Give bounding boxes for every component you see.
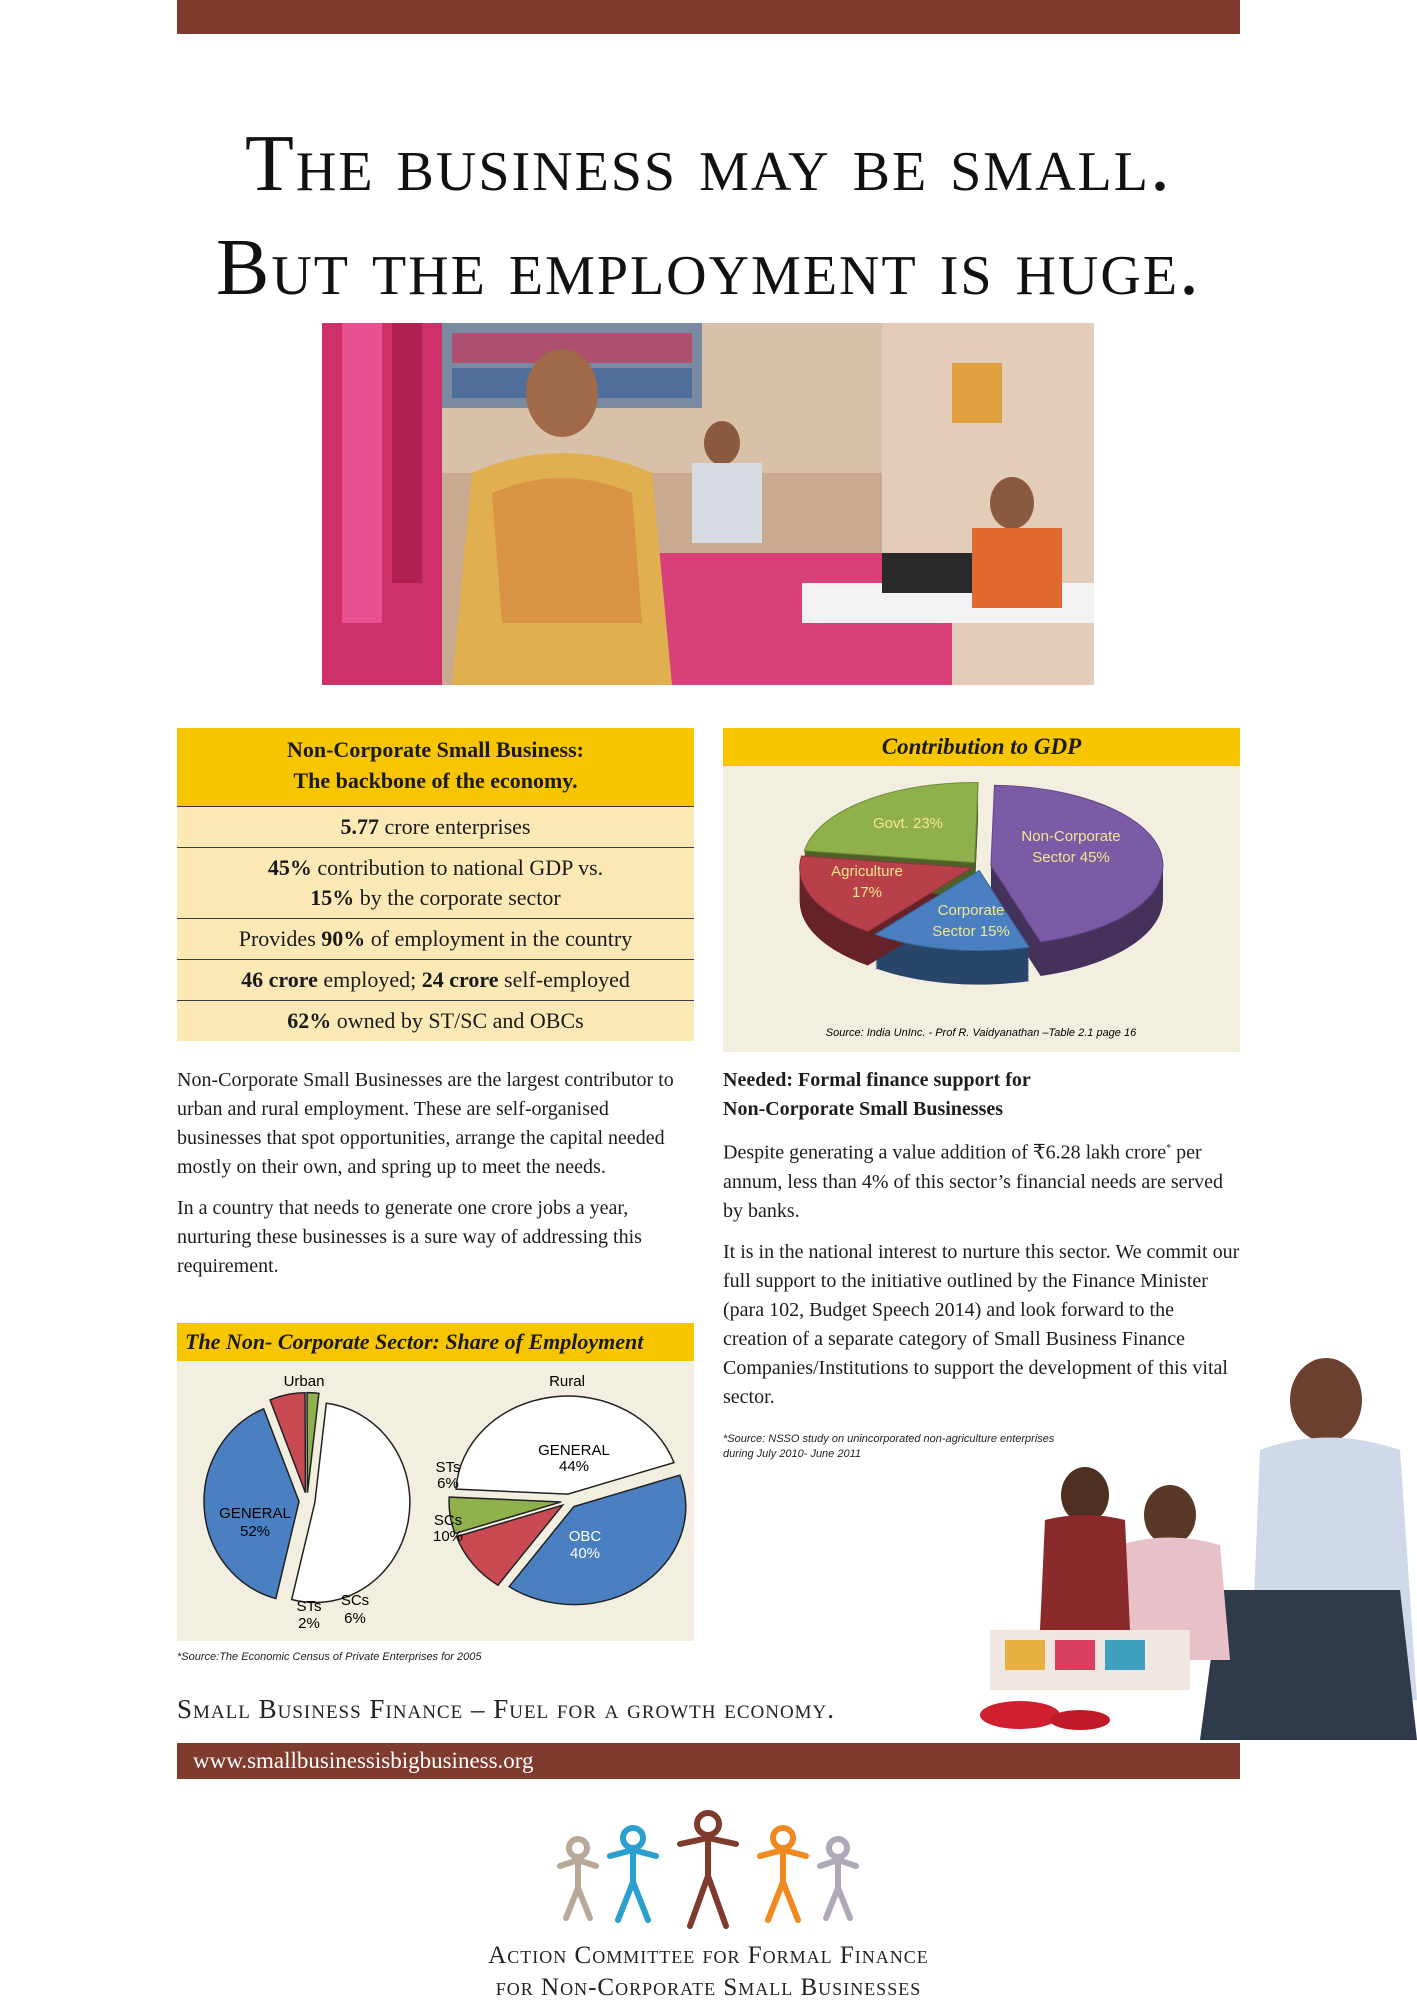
employment-pies (177, 1361, 694, 1641)
urban-value-scs: 6% (344, 1610, 366, 1627)
table-row-ownership: 62% owned by ST/SC and OBCs (177, 1000, 694, 1041)
rural-value-sts: 6% (437, 1475, 459, 1492)
gdp-label-noncorp-line2: Sector 45% (1032, 849, 1110, 866)
gdp-label-agri-line2: 17% (851, 884, 883, 901)
needed-paragraph-1: Despite generating a value addition of ₹6.28 lakh crore* per annum, less than 4% of this sector’s financial needs are served by banks. (723, 1141, 1224, 1222)
rural-label-scs: SCs (433, 1512, 463, 1529)
gdp-label-noncorp-line1: Non-Corporate (1021, 828, 1121, 845)
rural-label-general: GENERAL (538, 1442, 610, 1459)
gdp-chart-box (723, 728, 1240, 1052)
urban-label-general: GENERAL (219, 1505, 291, 1522)
rural-label-obc: OBC (568, 1528, 602, 1545)
gdp-label-corp-line2: Sector 15% (932, 923, 1010, 940)
rural-title: Rural (549, 1373, 585, 1390)
organization-name-line1: Action Committee for Formal Finance (488, 1942, 929, 1969)
rural-label-sts: STs (435, 1459, 461, 1476)
urban-label-sts: STs (296, 1598, 322, 1615)
gdp-source: Source: India UnInc. - Prof R. Vaidyanathan –Table 2.1 page 16 (825, 1027, 1137, 1039)
rural-value-obc: 40% (569, 1545, 601, 1562)
urban-value-obc: 40% (337, 1484, 369, 1501)
employment-chart-box (177, 1323, 694, 1641)
table-header-line2: The backbone of the economy. (293, 768, 578, 793)
table-header-line1: Non-Corporate Small Business: (286, 737, 584, 762)
rural-pie (449, 1396, 686, 1605)
gdp-label-govt: Govt. 23% (872, 815, 944, 832)
url-bar (177, 1743, 1240, 1779)
tagline: Small Business Finance – Fuel for a growth economy. (177, 1694, 836, 1724)
gdp-label-agri-line1: Agriculture (831, 863, 903, 880)
tailor-shop-photo (322, 323, 1094, 685)
urban-value-sts: 2% (298, 1615, 320, 1632)
organization-name (0, 1940, 1417, 2004)
table-row-employment: Provides 90% of employment in the country (177, 918, 694, 959)
shopkeepers-photo (960, 1340, 1417, 1740)
needed-title (723, 1066, 1243, 1124)
headline (0, 112, 1417, 320)
organization-name-line2: for Non-Corporate Small Businesses (495, 1974, 922, 2001)
left-paragraph-1: Non-Corporate Small Businesses are the largest contributor to urban and rural employment. These are self-organised businesses that spot opportunities, arrange the capital needed mostly on their own, and spring up to meet the needs. (177, 1069, 674, 1178)
table-row-enterprises: 5.77 crore enterprises (177, 806, 694, 847)
headline-line1: The business may be small. (245, 120, 1172, 208)
urban-title: Urban (283, 1373, 325, 1390)
table-header (177, 728, 694, 806)
figures-logo (548, 1808, 869, 1932)
needed-paragraph-2: It is in the national interest to nurture this sector. We commit our full support to the initiative outlined by the Finance Minister (para 102, Budget Speech 2014) and look forward to the creation of a separate category of Small Business Finance Companies/Institutions to support the development of this vital sector. (723, 1240, 1240, 1408)
rural-value-scs: 10% (432, 1528, 464, 1545)
gdp-label-corp-line1: Corporate (937, 902, 1005, 919)
urban-label-scs: SCs (340, 1592, 370, 1609)
top-bar (177, 0, 1240, 34)
needed-title-line2: Non-Corporate Small Businesses (723, 1098, 1004, 1120)
left-body-text (177, 1066, 697, 1293)
needed-source: *Source: NSSO study on unincorporated non-agriculture enterprises during July 2010- June 2011 (723, 1432, 1055, 1460)
employment-source: *Source:The Economic Census of Private Enterprises for 2005 (177, 1651, 482, 1663)
gdp-title: Contribution to GDP (723, 728, 1240, 766)
gdp-pie-chart (723, 766, 1240, 1052)
urban-pie (204, 1393, 410, 1603)
website-link[interactable]: www.smallbusinessisbigbusiness.org (193, 1748, 534, 1773)
table-row-employed: 46 crore employed; 24 crore self-employed (177, 959, 694, 1000)
headline-line2: But the employment is huge. (215, 224, 1202, 312)
backbone-table (177, 728, 694, 1041)
table-row-gdp: 45% contribution to national GDP vs. 15% by the corporate sector (177, 847, 694, 918)
left-paragraph-2: In a country that needs to generate one crore jobs a year, nurturing these businesses is a sure way of addressing this requirement. (177, 1197, 642, 1277)
rural-value-general: 44% (558, 1458, 590, 1475)
needed-title-line1: Needed: Formal finance support for (723, 1069, 1031, 1091)
urban-value-general: 52% (239, 1523, 271, 1540)
urban-label-obc: OBC (336, 1466, 370, 1483)
employment-title: The Non- Corporate Sector: Share of Employment (177, 1323, 694, 1361)
